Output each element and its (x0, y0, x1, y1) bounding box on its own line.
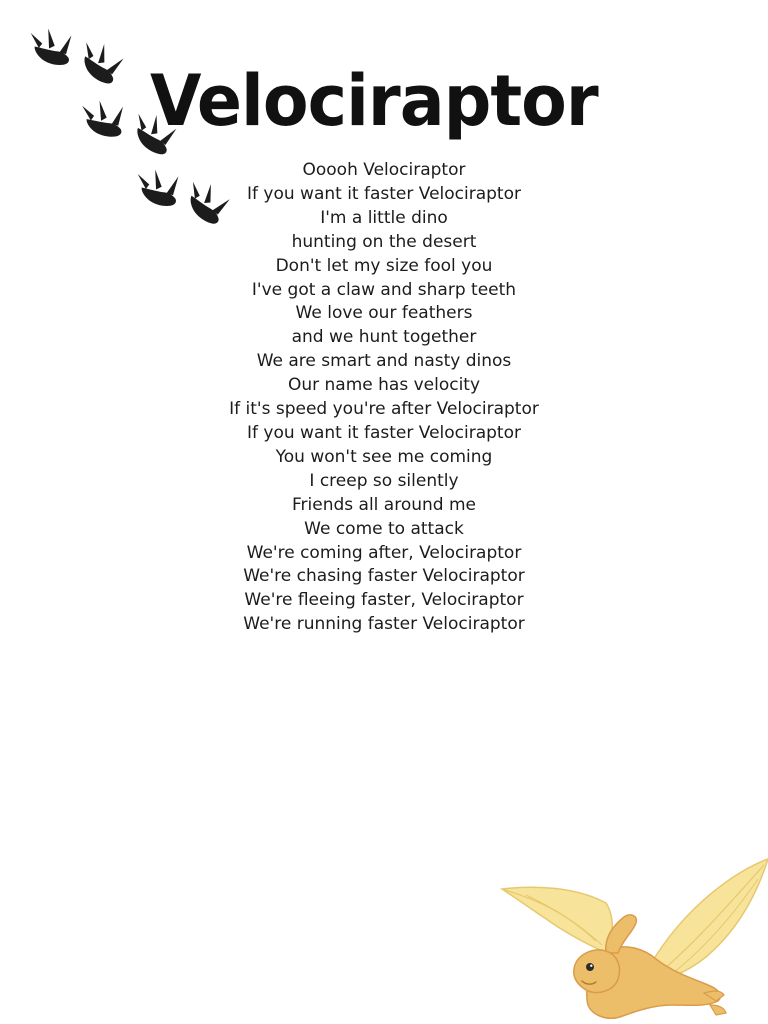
lyric-line: I'm a little dino (320, 207, 448, 228)
lyric-line: You won't see me coming (275, 446, 493, 467)
lyric-line: hunting on the desert (291, 231, 477, 252)
lyric-line: We are smart and nasty dinos (256, 351, 512, 372)
lyric-line: Our name has velocity (287, 375, 481, 396)
lyric-line: If it's speed you're after Velociraptor (229, 399, 539, 420)
lyric-line: Ooooh Velociraptor (302, 160, 466, 180)
lyric-line: and we hunt together (291, 327, 477, 348)
pterodactyl-eye (586, 963, 594, 971)
lyric-line: Friends all around me (291, 494, 476, 515)
lyric-line: We love our feathers (295, 303, 473, 324)
footprint-icon (76, 38, 128, 90)
lyric-line: If you want it faster Velociraptor (247, 422, 521, 443)
lyric-line: We're running faster Velociraptor (243, 614, 525, 635)
lyric-line: We're chasing faster Velociraptor (243, 566, 525, 587)
footprint-icon (28, 23, 78, 73)
pterodactyl-head (574, 950, 620, 993)
lyric-line: If you want it faster Velociraptor (247, 183, 521, 204)
lyric-line: We come to attack (304, 518, 464, 539)
lyric-line: Don't let my size fool you (275, 255, 493, 276)
page-title: Velociraptor (150, 60, 598, 142)
lyric-line: I've got a claw and sharp teeth (251, 279, 517, 300)
footprint-icon (80, 95, 131, 146)
lyric-line: We're fleeing faster, Velociraptor (244, 590, 524, 611)
pterodactyl-illustration (496, 855, 768, 1024)
lyric-line: I creep so silently (309, 470, 459, 491)
lyric-line: We're coming after, Velociraptor (246, 542, 522, 563)
left-wing (502, 887, 612, 953)
lyrics-list (0, 159, 768, 637)
